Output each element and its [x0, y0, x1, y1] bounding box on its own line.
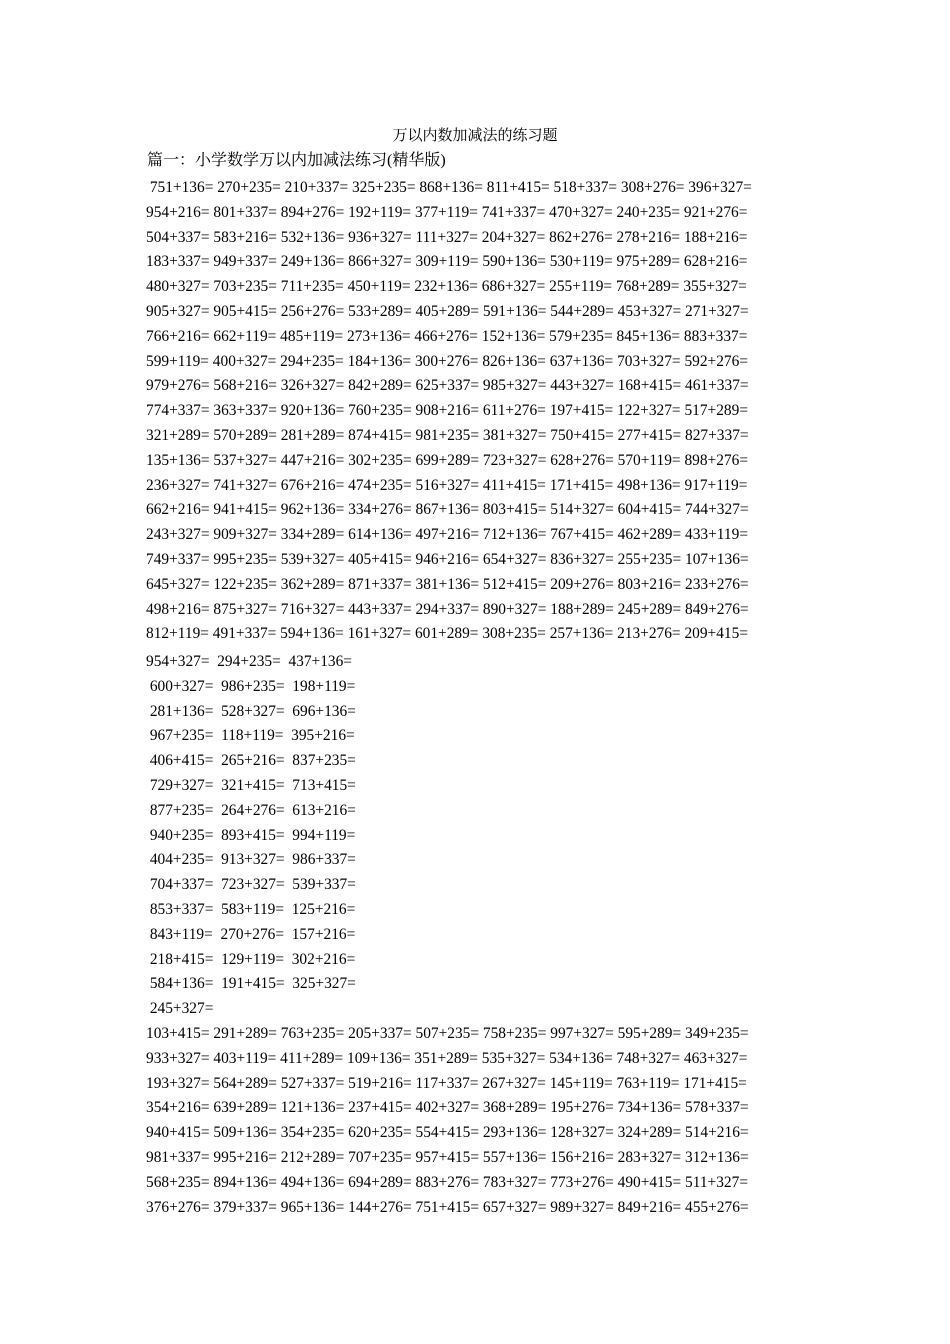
exercise-line: 480+327= 703+235= 711+235= 450+119= 232+136= 686+327= 255+119= 768+289= 355+327=	[146, 278, 747, 296]
exercise-line: 243+327= 909+327= 334+289= 614+136= 497+216= 712+136= 767+415= 462+289= 433+119=	[146, 526, 748, 544]
exercise-line: 704+337= 723+327= 539+337=	[146, 876, 356, 894]
exercise-line: 729+327= 321+415= 713+415=	[146, 777, 356, 794]
exercise-line: 568+235= 894+136= 494+136= 694+289= 883+276= 783+327= 773+276= 490+415= 511+327=	[146, 1173, 748, 1191]
exercise-line: 954+327= 294+235= 437+136=	[146, 653, 352, 670]
exercise-line: 183+337= 949+337= 249+136= 866+327= 309+119= 590+136= 530+119= 975+289= 628+216=	[146, 253, 748, 271]
exercise-line: 135+136= 537+327= 447+216= 302+235= 699+289= 723+327= 628+276= 570+119= 898+276=	[146, 451, 748, 469]
exercise-line: 193+327= 564+289= 527+337= 519+216= 117+337= 267+327= 145+119= 763+119= 171+415=	[146, 1074, 747, 1092]
exercise-line: 645+327= 122+235= 362+289= 871+337= 381+136= 512+415= 209+276= 803+216= 233+276=	[146, 575, 749, 593]
exercise-line: 877+235= 264+276= 613+216=	[146, 801, 356, 819]
exercise-line: 843+119= 270+276= 157+216=	[146, 925, 356, 943]
document-subtitle: 篇一：小学数学万以内加减法练习(精华版)	[147, 152, 446, 169]
exercise-line: 981+337= 995+216= 212+289= 707+235= 957+415= 557+136= 156+216= 283+327= 312+136=	[146, 1149, 749, 1166]
exercise-line: 751+136= 270+235= 210+337= 325+235= 868+136= 811+415= 518+337= 308+276= 396+327=	[146, 179, 752, 196]
exercise-line: 281+136= 528+327= 696+136=	[146, 702, 356, 720]
exercise-line: 967+235= 118+119= 395+216=	[146, 727, 355, 745]
exercise-line: 749+337= 995+235= 539+327= 405+415= 946+216= 654+327= 836+327= 255+235= 107+136=	[146, 551, 749, 568]
exercise-line: 354+216= 639+289= 121+136= 237+415= 402+327= 368+289= 195+276= 734+136= 578+337=	[146, 1099, 749, 1117]
exercise-line: 236+327= 741+327= 676+216= 474+235= 516+327= 411+415= 171+415= 498+136= 917+119=	[146, 476, 748, 494]
exercise-line: 812+119= 491+337= 594+136= 161+327= 601+289= 308+235= 257+136= 213+276= 209+415=	[146, 625, 748, 643]
exercise-line: 979+276= 568+216= 326+327= 842+289= 625+337= 985+327= 443+327= 168+415= 461+337=	[146, 377, 749, 395]
exercise-line: 774+337= 363+337= 920+136= 760+235= 908+216= 611+276= 197+415= 122+327= 517+289=	[146, 402, 748, 420]
exercise-line: 218+415= 129+119= 302+216=	[146, 950, 356, 968]
exercise-line: 406+415= 265+216= 837+235=	[146, 752, 356, 770]
exercise-line: 103+415= 291+289= 763+235= 205+337= 507+235= 758+235= 997+327= 595+289= 349+235=	[146, 1025, 749, 1042]
document-title: 万以内数加减法的练习题	[392, 128, 558, 144]
exercise-line: 940+415= 509+136= 354+235= 620+235= 554+415= 293+136= 128+327= 324+289= 514+216=	[146, 1124, 749, 1142]
exercise-line: 766+216= 662+119= 485+119= 273+136= 466+276= 152+136= 579+235= 845+136= 883+337=	[146, 327, 748, 345]
exercise-line: 933+327= 403+119= 411+289= 109+136= 351+289= 535+327= 534+136= 748+327= 463+327=	[146, 1049, 748, 1067]
exercise-line: 498+216= 875+327= 716+327= 443+337= 294+337= 890+327= 188+289= 245+289= 849+276=	[146, 600, 749, 618]
exercise-line: 662+216= 941+415= 962+136= 334+276= 867+136= 803+415= 514+327= 604+415= 744+327=	[146, 501, 749, 519]
exercise-line: 504+337= 583+216= 532+136= 936+327= 111+327= 204+327= 862+276= 278+216= 188+216=	[146, 228, 748, 246]
exercise-line: 245+327=	[146, 1000, 214, 1018]
exercise-line: 600+327= 986+235= 198+119=	[146, 677, 356, 695]
exercise-line: 599+119= 400+327= 294+235= 184+136= 300+276= 826+136= 637+136= 703+327= 592+276=	[146, 352, 748, 370]
exercise-line: 853+337= 583+119= 125+216=	[146, 901, 356, 918]
exercise-line: 321+289= 570+289= 281+289= 874+415= 981+235= 381+327= 750+415= 277+415= 827+337=	[146, 427, 749, 444]
exercise-line: 376+276= 379+337= 965+136= 144+276= 751+415= 657+327= 989+327= 849+216= 455+276=	[146, 1198, 749, 1216]
exercise-line: 954+216= 801+337= 894+276= 192+119= 377+119= 741+337= 470+327= 240+235= 921+276=	[146, 203, 748, 221]
exercise-line: 905+327= 905+415= 256+276= 533+289= 405+289= 591+136= 544+289= 453+327= 271+327=	[146, 303, 749, 320]
exercise-line: 940+235= 893+415= 994+119=	[146, 826, 356, 844]
exercise-line: 404+235= 913+327= 986+337=	[146, 851, 356, 869]
exercise-line: 584+136= 191+415= 325+327=	[146, 975, 356, 993]
